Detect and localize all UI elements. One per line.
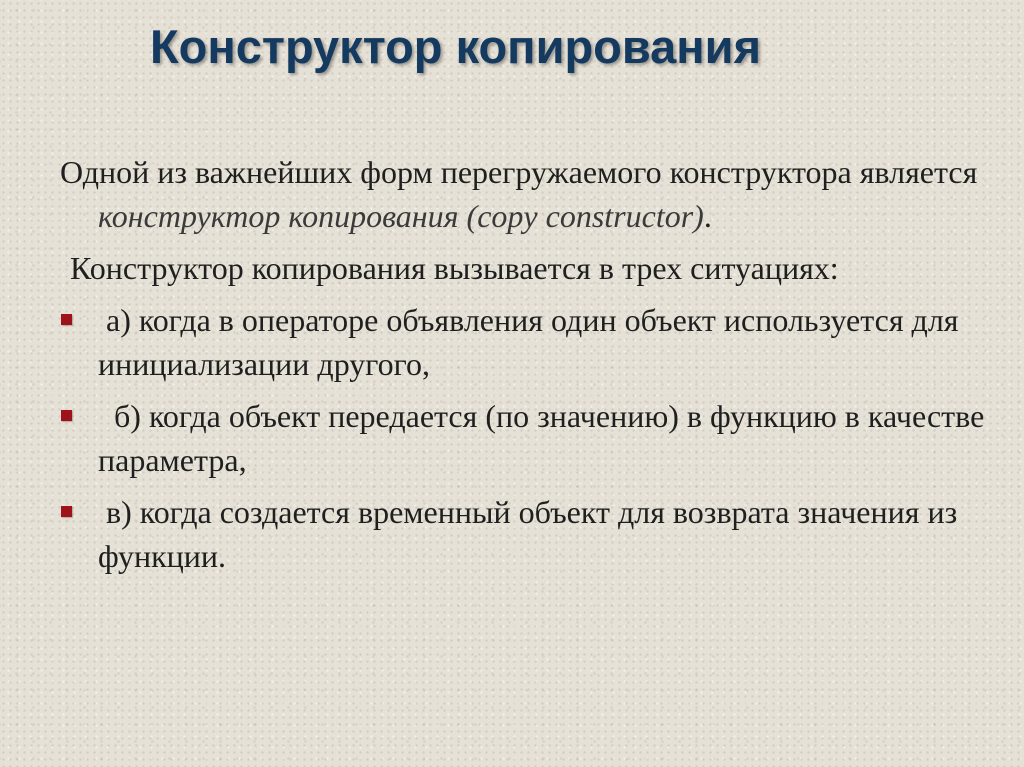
intro-text: Одной из важнейших форм перегружаемого конструктора является (60, 154, 978, 190)
list-item (60, 394, 993, 482)
list-item (60, 490, 990, 578)
list-item-text: б) когда объект передается (по значению) в функцию в качестве параметра, (98, 398, 993, 478)
square-bullet-icon (61, 314, 72, 325)
situations-list (60, 298, 993, 578)
list-item-text: в) когда создается временный объект для возврата значения из функции. (98, 494, 966, 574)
slide-body (60, 150, 993, 586)
slide-title: Конструктор копирования (150, 20, 761, 73)
list-item-text: а) когда в операторе объявления один объект используется для инициализации другого, (98, 302, 967, 382)
square-bullet-icon (61, 410, 72, 421)
copy-constructor-term: конструктор копирования (copy constructor) (98, 198, 704, 234)
square-bullet-icon (61, 506, 72, 517)
situations-paragraph: Конструктор копирования вызывается в трех ситуациях: (70, 250, 839, 286)
intro-paragraph (60, 150, 990, 238)
list-item (60, 298, 990, 386)
intro-period: . (703, 198, 712, 234)
